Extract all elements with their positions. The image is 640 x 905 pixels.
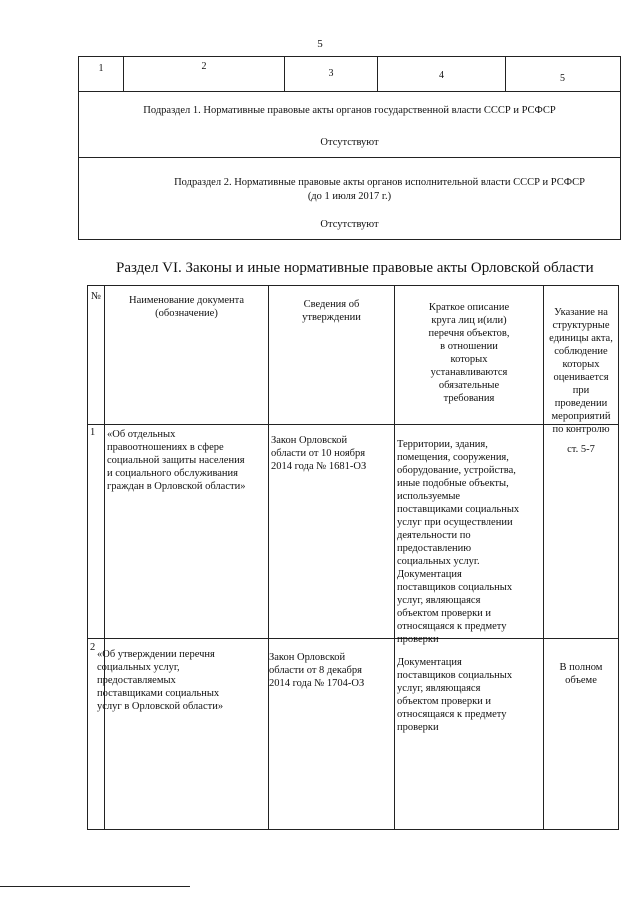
row-2-number: 2 [90, 642, 96, 653]
row-2-description: Документация поставщиков социальных услуг, являющаяся объектом проверки и относящаяся к предмету проверки [397, 657, 513, 733]
row-2-document-name: «Об утверждении перечня социальных услуг, предоставляемых поставщиками социальных услуг в Орловской области» [97, 649, 224, 712]
row-2-structural-units: В полном объеме [559, 662, 603, 686]
row-1-structural-units: ст. 5-7 [567, 444, 595, 455]
page-number: 5 [317, 38, 323, 50]
header-description: Краткое описание круга лиц и(или) перечня объектов, в отношении которых устанавливаются обязательные требования [428, 302, 510, 404]
header-document-name: Наименование документа (обозначение) [129, 295, 244, 319]
continuation-table [78, 56, 621, 240]
column-number-5: 5 [560, 73, 565, 84]
column-number-4: 4 [378, 57, 506, 91]
footnote-separator [0, 886, 190, 887]
row-1-approval: Закон Орловской области от 10 ноября 2014 года № 1681-ОЗ [271, 435, 367, 472]
column-number-2: 2 [124, 57, 285, 91]
row-2-approval: Закон Орловской области от 8 декабря 2014 года № 1704-ОЗ [269, 652, 365, 689]
laws-table [87, 285, 619, 830]
subsection-2-title-line2: (до 1 июля 2017 г.) [307, 191, 392, 202]
subsection-1-title: Подраздел 1. Нормативные правовые акты органов государственной власти СССР и РСФСР [143, 105, 556, 116]
subsection-2 [79, 158, 620, 238]
column-number-row [79, 57, 620, 92]
column-divider [268, 286, 269, 829]
section-title: Раздел VI. Законы и иные нормативные правовые акты Орловской области [116, 260, 594, 276]
header-divider [88, 424, 618, 425]
header-number: № [90, 291, 102, 302]
subsection-1 [79, 92, 620, 158]
subsection-2-status: Отсутствуют [320, 219, 379, 230]
row-1-document-name: «Об отдельных правоотношениях в сфере социальной защиты населения и социального обслуживания граждан в Орловской области» [107, 429, 246, 492]
column-number-1: 1 [79, 57, 124, 91]
row-1-description: Территории, здания, помещения, сооружения, оборудование, устройства, иные подобные объекты, используемые поставщиками социальных услуг при осуществлении деятельности по предоставлению социальных услуг. Документация поставщиков социальных услуг, являющаяся объектом проверки и относящаяся к предмету проверки [397, 439, 520, 645]
row-1-number: 1 [90, 427, 96, 438]
header-approval: Сведения об утверждении [302, 299, 361, 323]
column-number-3: 3 [285, 57, 378, 91]
subsection-1-status: Отсутствуют [320, 137, 379, 148]
column-divider [104, 286, 105, 829]
subsection-2-title-line1: Подраздел 2. Нормативные правовые акты органов исполнительной власти СССР и РСФСР [174, 177, 585, 188]
header-structural-units: Указание на структурные единицы акта, соблюдение которых оценивается при проведении мероприятий по контролю [549, 307, 613, 435]
